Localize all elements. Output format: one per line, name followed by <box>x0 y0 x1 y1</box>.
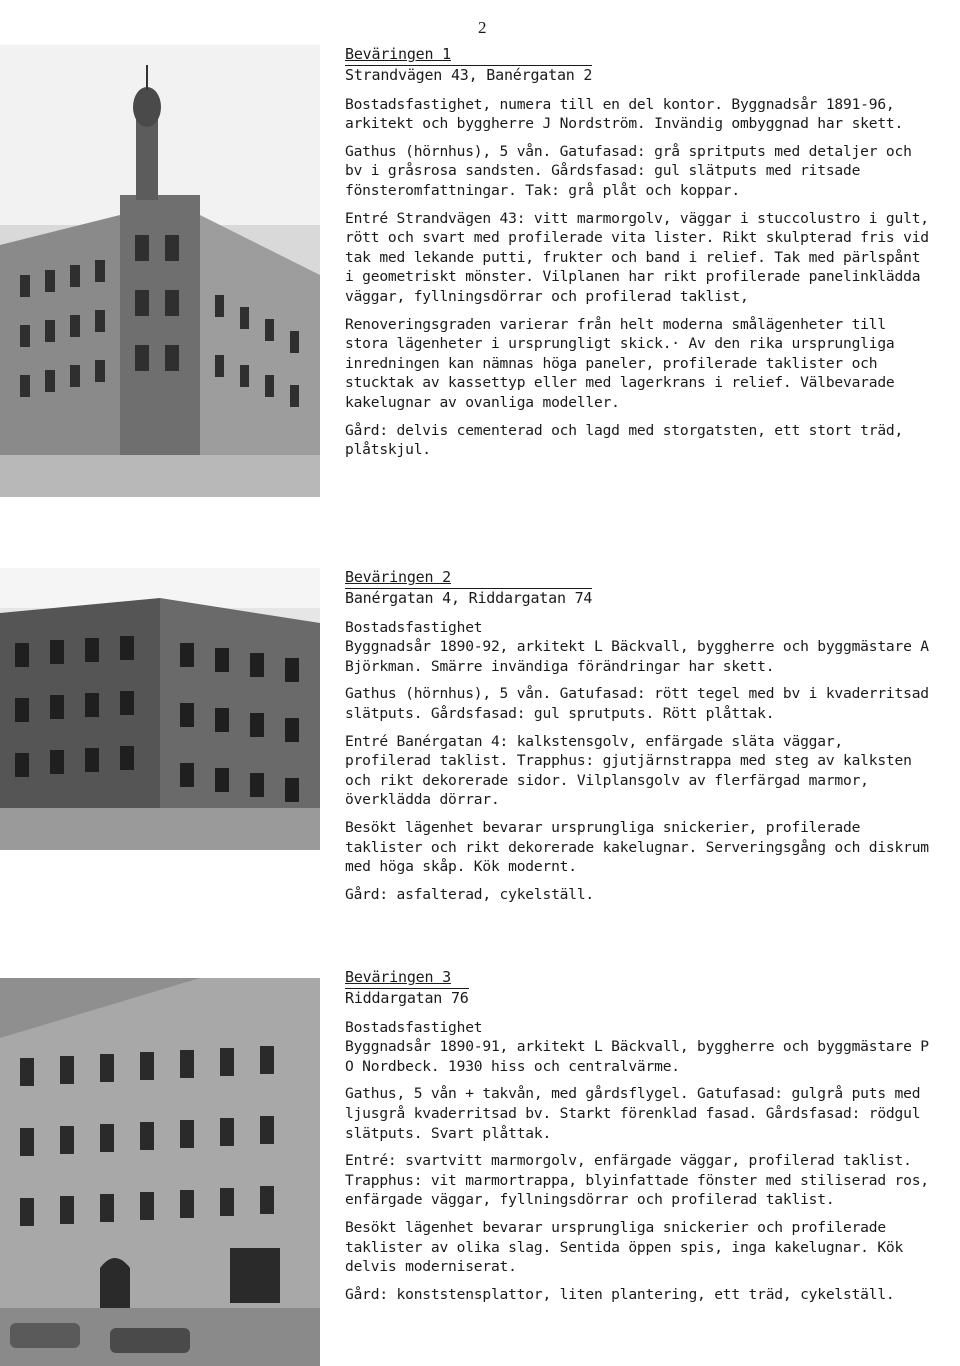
entry-3 <box>345 968 935 1312</box>
entry-heading: Beväringen 3 <box>345 968 451 986</box>
entry-paragraph: Byggnadsår 1890-92, arkitekt L Bäckvall, byggherre och byggmästare A Björkman. Smärre invändiga förändringar har skett. <box>345 638 929 675</box>
entry-heading: Beväringen 2 <box>345 568 451 586</box>
building-photo-2 <box>0 568 320 850</box>
entry-paragraph: Gård: konststensplattor, liten plantering, ett träd, cykelställ. <box>345 1285 895 1303</box>
building-photo-1 <box>0 45 320 497</box>
entry-paragraph: Gathus (hörnhus), 5 vån. Gatufasad: rött tegel med bv i kvaderritsad slätputs. Gårdsfasad: gul sprutputs. Rött plåttak. <box>345 685 929 722</box>
entry-1 <box>345 45 935 468</box>
building-photo-3 <box>0 978 320 1366</box>
entry-paragraph: Entré: svartvitt marmorgolv, enfärgade väggar, profilerad taklist. Trapphus: vit marmortrappa, blyinfattade fönster med stiliserad ros, enfärgade väggar, fyllningsdörrar och profilerad taklist. <box>345 1152 929 1209</box>
entry-paragraph: Gård: delvis cementerad och lagd med storgatsten, ett stort träd, plåtskjul. <box>345 421 904 459</box>
entry-2 <box>345 568 935 912</box>
entry-paragraph: Byggnadsår 1890-91, arkitekt L Bäckvall, byggherre och byggmästare P O Nordbeck. 1930 hiss och centralvärme. <box>345 1038 929 1075</box>
entry-paragraph: Renoveringsgraden varierar från helt moderna smålägenheter till stora lägenheter i ursprungligt skick.· Av den rika ursprungliga inredningen kan nämnas höga paneler, profilerade taklister och stucktak av kassettyp eller med lagerkrans i relief. Välbevarade kakelugnar av ovanliga modeller. <box>345 315 895 411</box>
entry-paragraph: Bostadsfastighet, numera till en del kontor. Byggnadsår 1891-96, arkitekt och byggherre J Nordström. Invändig ombyggnad har skett. <box>345 95 904 133</box>
entry-paragraph: Entré Banérgatan 4: kalkstensgolv, enfärgade släta väggar, profilerad taklist. Trapphus: gjutjärnstrappa med steg av kalksten och rikt dekorerade sidor. Vilplansgolv av flerfärgad marmor, överklädda dörrar. <box>345 732 912 809</box>
entry-address: Strandvägen 43, Banérgatan 2 <box>345 65 593 84</box>
entry-paragraph: Besökt lägenhet bevarar ursprungliga snickerier och profilerade taklister av olika slag. Sentida öppen spis, inga kakelugnar. Kök delvis moderniserat. <box>345 1218 904 1276</box>
entry-paragraph: Gathus, 5 vån + takvån, med gårdsflygel. Gatufasad: gulgrå puts med ljusgrå kvaderritsad bv. Starkt förenklad fasad. Gårdsfasad: rödgul slätputs. Svart plåttak. <box>345 1085 921 1142</box>
entry-paragraph: Besökt lägenhet bevarar ursprungliga snickerier, profilerade taklister och rikt dekorerade kakelugnar. Serveringsgång och diskrum med höga skåp. Kök modernt. <box>345 818 929 876</box>
entry-address: Riddargatan 76 <box>345 988 469 1007</box>
entry-paragraph: Bostadsfastighet <box>345 618 483 636</box>
entry-paragraph: Entré Strandvägen 43: vitt marmorgolv, väggar i stuccolustro i gult, rött och svart med profilerade vita lister. Rikt skulpterad fris vid tak med lekande putti, frukter och band i relief. Tak med pärlspånt i geometriskt mönster. Vilplanen har rikt profilerade panelinklädda väggar, fyllningsdörrar och profilerad taklist, <box>345 209 929 305</box>
entry-paragraph: Bostadsfastighet <box>345 1018 483 1036</box>
entry-paragraph: Gathus (hörnhus), 5 vån. Gatufasad: grå spritputs med detaljer och bv i gråsrosa sandsten. Gårdsfasad: gul slätputs med ritsade fönsteromfattningar. Tak: grå plåt och koppar. <box>345 142 912 199</box>
entry-heading: Beväringen 1 <box>345 45 451 63</box>
entry-paragraph: Gård: asfalterad, cykelställ. <box>345 885 594 903</box>
page-number: 2 <box>478 18 487 37</box>
entry-address: Banérgatan 4, Riddargatan 74 <box>345 588 593 607</box>
